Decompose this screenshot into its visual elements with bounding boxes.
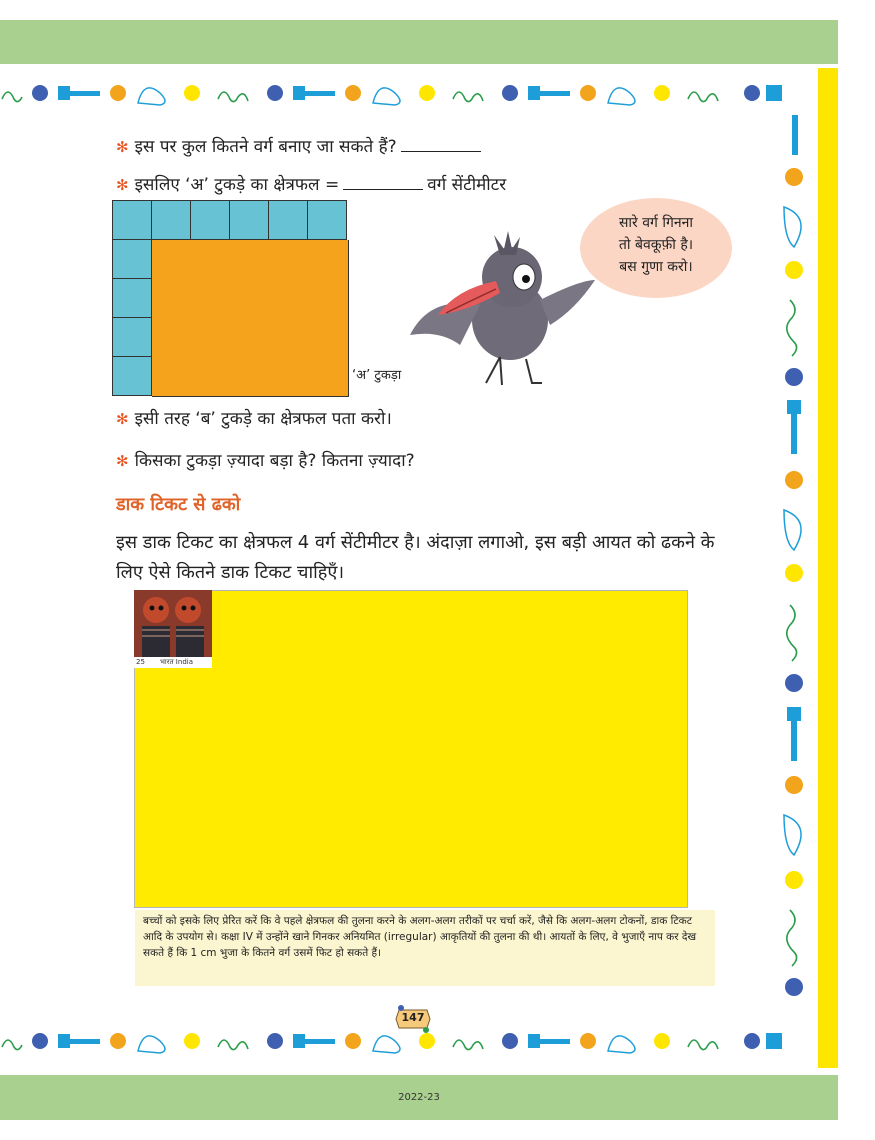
grid-cell	[112, 200, 152, 240]
grid-cell	[229, 200, 269, 240]
question-which-bigger: ✻ किसका टुकड़ा ज़्यादा बड़ा है? कितना ज़्यादा?	[116, 451, 415, 471]
grid-cell	[112, 356, 152, 396]
grid-cell	[268, 200, 308, 240]
grid-cell	[151, 200, 191, 240]
orange-area	[152, 240, 349, 397]
postage-stamp	[134, 590, 212, 668]
section-paragraph: इस डाक टिकट का क्षेत्रफल 4 वर्ग सेंटीमीटर है। अंदाज़ा लगाओ, इस बड़ी आयत को ढकने के लिए ऐसे कितने डाक टिकट चाहिएँ।	[116, 532, 715, 583]
answer-blank	[401, 137, 481, 152]
border-motif-1	[2, 85, 248, 105]
decorative-border-right	[776, 115, 816, 1015]
stamp-artwork	[134, 590, 212, 657]
grid-cell	[112, 239, 152, 279]
square-grid-figure	[112, 200, 352, 398]
star-bullet-icon: ✻	[116, 138, 129, 156]
star-bullet-icon: ✻	[116, 452, 129, 470]
grid-cell	[307, 200, 347, 240]
grid-cell	[112, 278, 152, 318]
star-bullet-icon: ✻	[116, 176, 129, 194]
answer-blank	[343, 175, 423, 190]
star-bullet-icon: ✻	[116, 410, 129, 428]
large-rectangle	[134, 590, 688, 908]
question-area-piece-a: ✻ इसलिए ‘अ’ टुकड़े का क्षेत्रफल = वर्ग सेंटीमीटर	[116, 175, 507, 195]
question-total-squares: ✻ इस पर कुल कितने वर्ग बनाए जा सकते हैं?	[116, 134, 485, 157]
speech-bubble: सारे वर्ग गिनना तो बेवकूफ़ी है। बस गुणा करो।	[580, 198, 732, 298]
teacher-note: बच्चों को इसके लिए प्रेरित करें कि वे पहले क्षेत्रफल की तुलना करने के अलग-अलग तरीकों पर चर्चा करें, जैसे कि अलग-अलग टोकनों, डाक टिकट आदि के उपयोग से। कक्षा IV में उन्होंने खाने गिनकर अनियमित (irregular) आकृतियों की तुलना की थी। आयतों के लिए, वे भुजाएँ नाप कर देख सकते हैं कि 1 cm भुजा के कितने वर्ग उसमें फिट हो सकते हैं।	[135, 910, 715, 986]
decorative-border-top	[0, 77, 810, 109]
section-title: डाक टिकट से ढको	[116, 494, 241, 515]
page-number-badge: 147	[393, 1004, 433, 1034]
side-yellow-bar	[818, 68, 838, 1068]
stamp-caption: 25 भारत India	[134, 657, 212, 668]
question-area-piece-b: ✻ इसी तरह ‘ब’ टुकड़े का क्षेत्रफल पता करो।	[116, 409, 392, 429]
grid-cell	[190, 200, 230, 240]
crow-illustration	[400, 215, 600, 395]
top-band	[0, 20, 838, 64]
footer-year: 2022-23	[398, 1092, 440, 1103]
grid-cell	[112, 317, 152, 357]
piece-a-label: ‘अ’ टुकड़ा	[352, 368, 402, 383]
